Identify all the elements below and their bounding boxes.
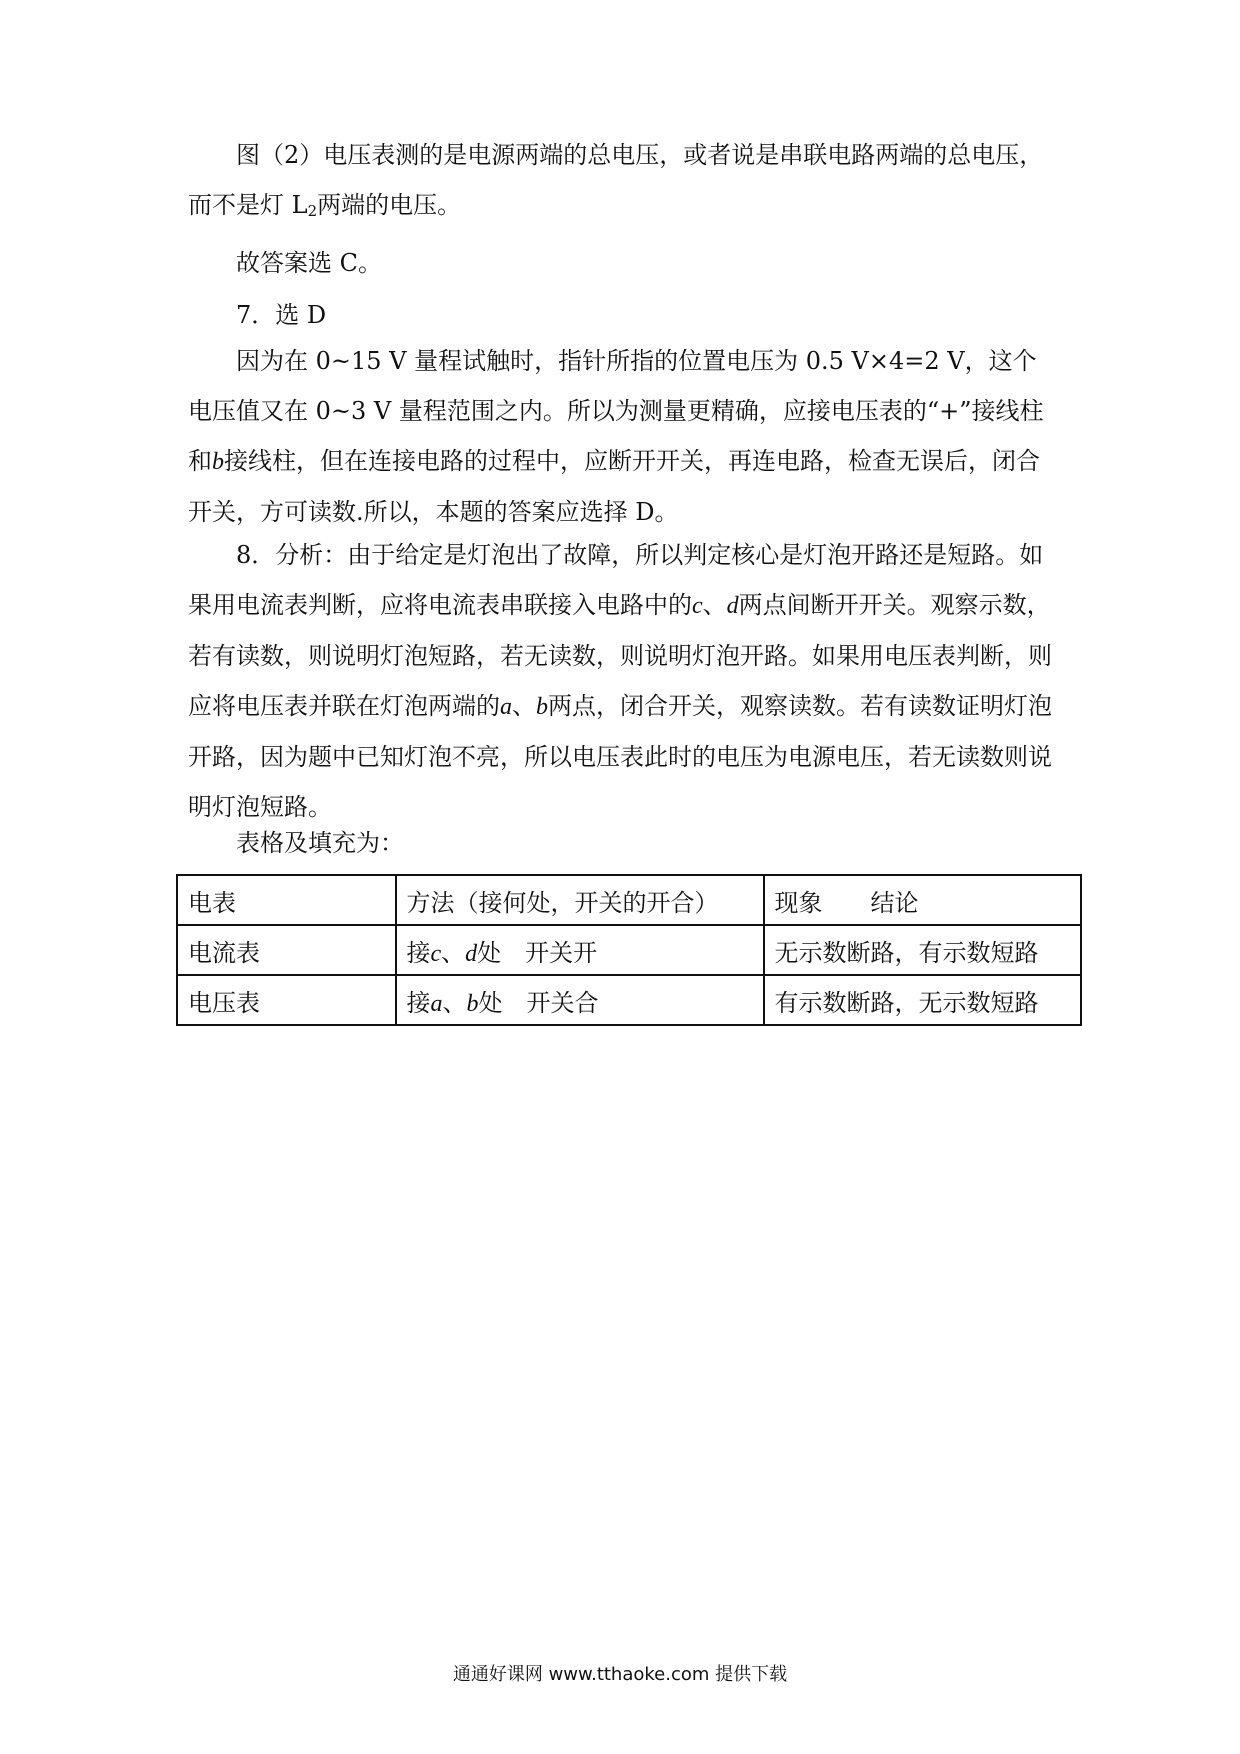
table-cell-result: 有示数断路，无示数短路	[764, 975, 1082, 1025]
table-row	[177, 975, 1081, 1025]
table-cell-meter: 电压表	[177, 975, 396, 1025]
table-cell-result: 无示数断路，有示数短路	[764, 925, 1082, 975]
table-cell-meter: 电流表	[177, 925, 396, 975]
answer-table	[176, 874, 1082, 1026]
paragraph-question-7-explanation: 因为在 0~15 V 量程试触时，指针所指的位置电压为 0.5 V×4=2 V，这个电压值又在 0~3 V 量程范围之内。所以为测量更精确，应接电压表的“+”接线柱和b接线柱，但在连接电路的过程中，应断开开关，再连电路，检查无误后，闭合开关，方可读数.所以，本题的答案应选择 D。	[188, 347, 1044, 526]
table-header-cell: 现象 结论	[764, 875, 1082, 925]
table-cell-method: 接a、b处 开关合	[396, 975, 764, 1025]
table-cell-method: 接c、d处 开关开	[396, 925, 764, 975]
paragraph-circuit-analysis: 图（2）电压表测的是电源两端的总电压，或者说是串联电路两端的总电压，而不是灯 $L_2$两端的电压。	[188, 141, 1044, 220]
table-header-cell: 电表	[177, 875, 396, 925]
paragraph-table-intro: 表格及填充为：	[236, 829, 404, 857]
table-header-cell: 方法（接何处，开关的开合）	[396, 875, 764, 925]
paragraph-question-8-analysis: 8．分析：由于给定是灯泡出了故障，所以判定核心是灯泡开路还是短路。如果用电流表判断，应将电流表串联接入电路中的c、d两点间断开开关。观察示数，若有读数，则说明灯泡短路，若无读数，则说明灯泡开路。如果用电压表判断，则应将电压表并联在灯泡两端的a、b两点，闭合开关，观察读数。若有读数证明灯泡开路，因为题中已知灯泡不亮，所以电压表此时的电压为电源电压，若无读数则说明灯泡短路。	[188, 541, 1052, 821]
table-row	[177, 925, 1081, 975]
paragraph-answer-c: 故答案选 C。	[236, 249, 382, 277]
table-header-row	[177, 875, 1081, 925]
paragraph-question-7: 7．选 D	[236, 301, 327, 329]
subscript: 2	[307, 202, 318, 220]
page-footer: 通通好课网 www.tthaoke.com 提供下载	[452, 1664, 788, 1685]
